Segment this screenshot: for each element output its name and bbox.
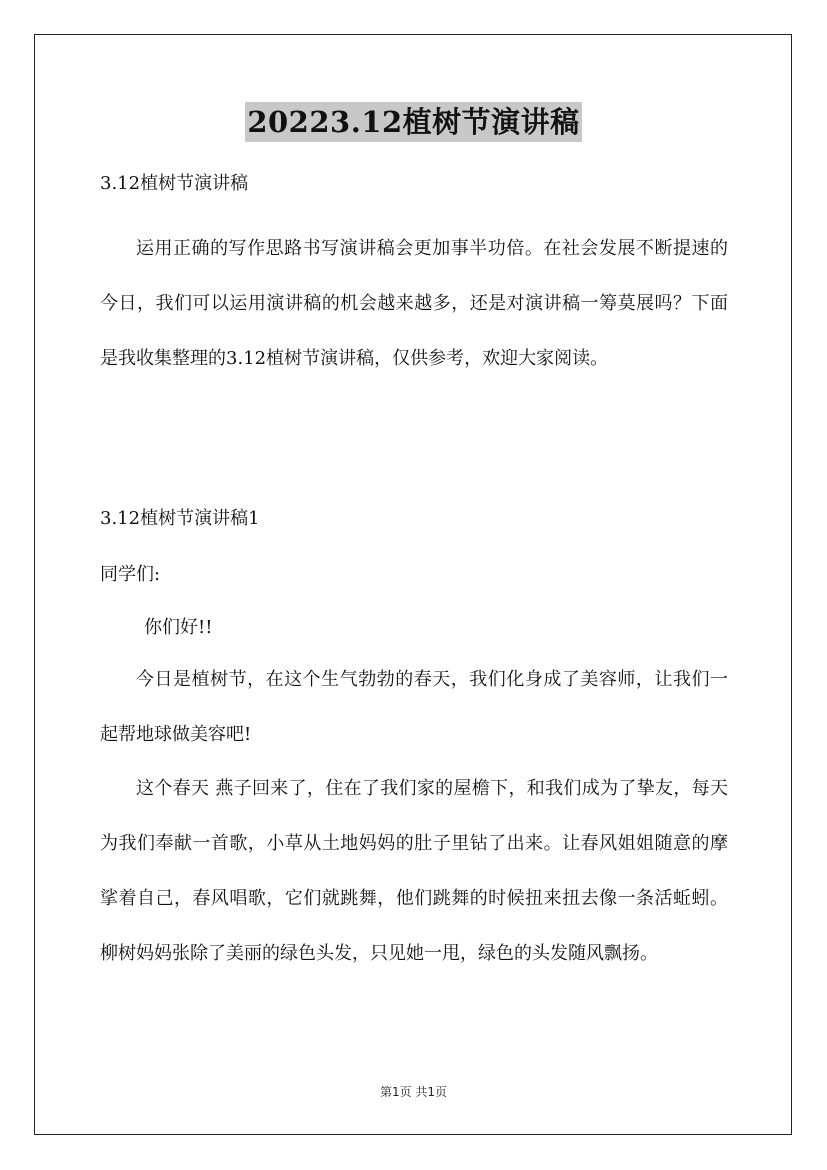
subtitle: 3.12植树节演讲稿 [100,173,249,194]
intro-paragraph: 运用正确的写作思路书写演讲稿会更加事半功倍。在社会发展不断提速的今日，我们可以运用演讲稿的机会越来越多，还是对演讲稿一筹莫展吗？下面是我收集整理的3.12植树节演讲稿，仅供参考，欢迎大家阅读。 [100,238,728,369]
salutation: 同学们: [100,564,161,585]
page-footer [0,1083,827,1100]
body-paragraph-1: 今日是植树节，在这个生气勃勃的春天，我们化身成了美容师，让我们一起帮地球做美容吧! [100,669,728,745]
greeting: 你们好!! [144,617,213,638]
section-heading: 3.12植树节演讲稿1 [100,508,260,529]
title-wrap [0,102,827,142]
document-title: 20223.12植树节演讲稿 [245,102,581,142]
body-paragraph-2: 这个春天 燕子回来了，住在了我们家的屋檐下，和我们成为了挚友，每天为我们奉献一首歌，小草从土地妈妈的肚子里钻了出来。让春风姐姐随意的摩挲着自己，春风唱歌，它们就跳舞，他们跳舞的时候扭来扭去像一条活蚯蚓。柳树妈妈张除了美丽的绿色头发，只见她一甩，绿色的头发随风飘扬。 [100,778,728,964]
page-number: 第1页 共1页 [379,1085,448,1099]
